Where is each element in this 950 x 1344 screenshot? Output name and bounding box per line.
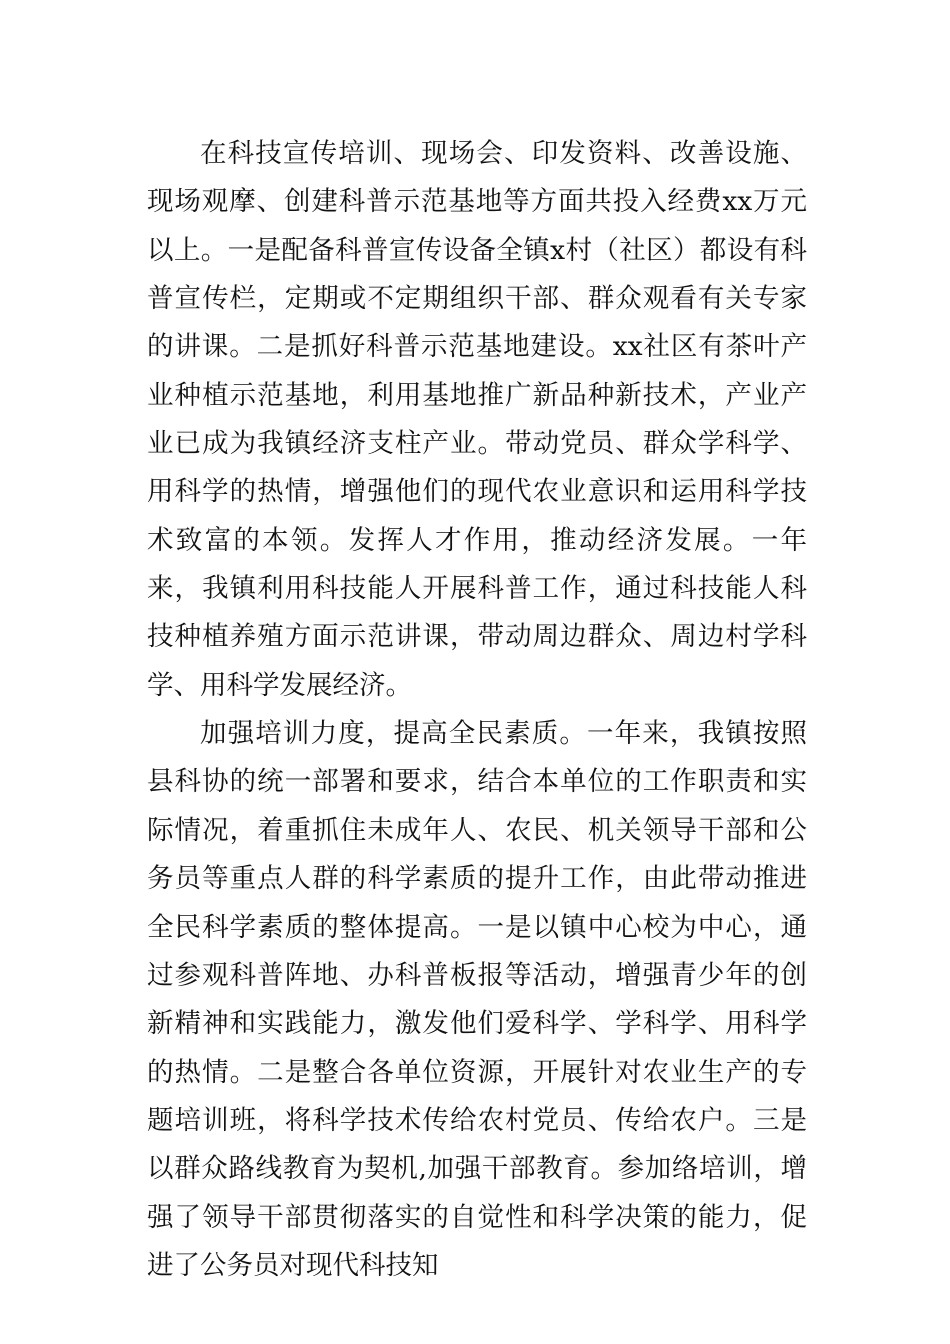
- paragraph-training-strength: 加强培训力度，提高全民素质。一年来，我镇按照县科协的统一部署和要求，结合本单位的工作职责和实际情况，着重抓住未成年人、农民、机关领导干部和公务员等重点人群的科学素质的提升工作，由此带动推进全民科学素质的整体提高。一是以镇中心校为中心，通过参观科普阵地、办科普板报等活动，增强青少年的创新精神和实践能力，激发他们爱科学、学科学、用科学的热情。二是整合各单位资源，开展针对农业生产的专题培训班，将科学技术传给农村党员、传给农户。三是以群众路线教育为契机,加强干部教育。参加络培训，增强了领导干部贯彻落实的自觉性和科学决策的能力，促进了公务员对现代科技知: [147, 718, 807, 1281]
- paragraph-science-funding: 在科技宣传培训、现场会、印发资料、改善设施、现场观摩、创建科普示范基地等方面共投入经费xx万元以上。一是配备科普宣传设备全镇x村（社区）都设有科普宣传栏，定期或不定期组织干部、群众观看有关专家的讲课。二是抓好科普示范基地建设。xx社区有茶叶产业种植示范基地，利用基地推广新品种新技术，产业产业已成为我镇经济支柱产业。带动党员、群众学科学、用科学的热情，增强他们的现代农业意识和运用科学技术致富的本领。发挥人才作用，推动经济发展。一年来，我镇利用科技能人开展科普工作，通过科技能人科技种植养殖方面示范讲课，带动周边群众、周边村学科学、用科学发展经济。: [147, 138, 807, 701]
- document-body: [147, 130, 807, 1290]
